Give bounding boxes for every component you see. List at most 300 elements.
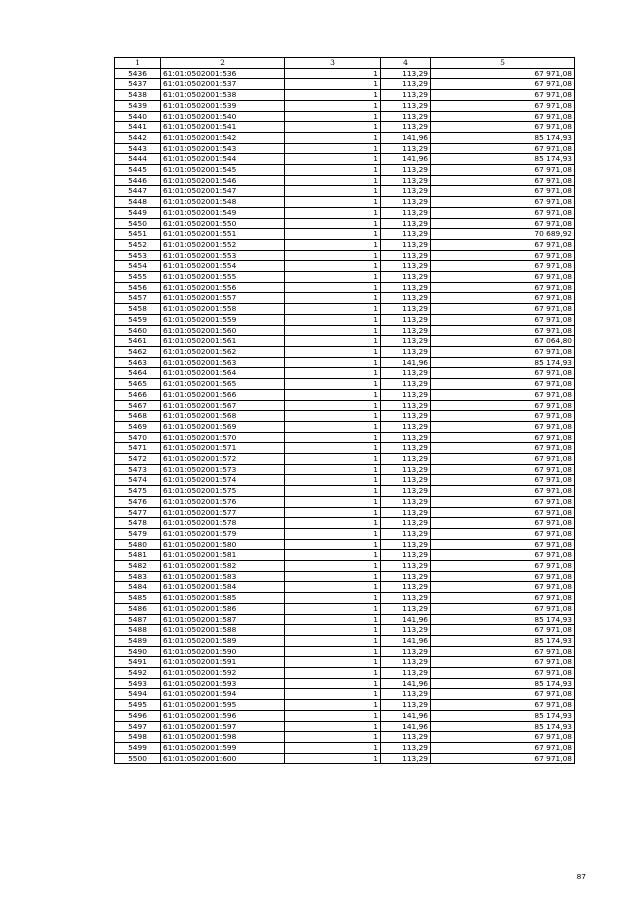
area-cell: 113,29 (381, 79, 431, 90)
row-number-cell: 5467 (115, 400, 161, 411)
row-number-cell: 5500 (115, 753, 161, 764)
row-number-cell: 5449 (115, 207, 161, 218)
count-cell: 1 (285, 657, 381, 668)
count-cell: 1 (285, 229, 381, 240)
table-row (115, 646, 575, 657)
value-cell: 67 971,08 (431, 496, 575, 507)
count-cell: 1 (285, 689, 381, 700)
row-number-cell: 5445 (115, 165, 161, 176)
value-cell: 67 971,08 (431, 582, 575, 593)
cadastral-number-cell: 61:01:0502001:581 (161, 550, 285, 561)
cadastral-number-cell: 61:01:0502001:579 (161, 528, 285, 539)
area-cell: 113,29 (381, 197, 431, 208)
area-cell: 113,29 (381, 143, 431, 154)
table-row (115, 657, 575, 668)
area-cell: 113,29 (381, 186, 431, 197)
row-number-cell: 5463 (115, 357, 161, 368)
table-row (115, 400, 575, 411)
row-number-cell: 5437 (115, 79, 161, 90)
row-number-cell: 5457 (115, 293, 161, 304)
count-cell: 1 (285, 197, 381, 208)
area-cell: 141,96 (381, 678, 431, 689)
area-cell: 113,29 (381, 346, 431, 357)
row-number-cell: 5497 (115, 721, 161, 732)
cadastral-number-cell: 61:01:0502001:560 (161, 325, 285, 336)
row-number-cell: 5455 (115, 272, 161, 283)
count-cell: 1 (285, 603, 381, 614)
row-number-cell: 5487 (115, 614, 161, 625)
area-cell: 113,29 (381, 593, 431, 604)
table-row (115, 582, 575, 593)
value-cell: 85 174,93 (431, 678, 575, 689)
row-number-cell: 5476 (115, 496, 161, 507)
table-row (115, 357, 575, 368)
table-row (115, 68, 575, 79)
count-cell: 1 (285, 743, 381, 754)
value-cell: 67 971,08 (431, 368, 575, 379)
value-cell: 67 971,08 (431, 421, 575, 432)
table-row (115, 100, 575, 111)
count-cell: 1 (285, 79, 381, 90)
area-cell: 113,29 (381, 229, 431, 240)
row-number-cell: 5483 (115, 571, 161, 582)
count-cell: 1 (285, 165, 381, 176)
area-cell: 113,29 (381, 293, 431, 304)
cadastral-number-cell: 61:01:0502001:594 (161, 689, 285, 700)
table-row (115, 229, 575, 240)
row-number-cell: 5470 (115, 432, 161, 443)
table-row (115, 678, 575, 689)
count-cell: 1 (285, 486, 381, 497)
count-cell: 1 (285, 475, 381, 486)
row-number-cell: 5450 (115, 218, 161, 229)
area-cell: 113,29 (381, 432, 431, 443)
value-cell: 67 971,08 (431, 293, 575, 304)
area-cell: 113,29 (381, 454, 431, 465)
table-row (115, 111, 575, 122)
area-cell: 113,29 (381, 111, 431, 122)
count-cell: 1 (285, 464, 381, 475)
table-row (115, 346, 575, 357)
table-row (115, 304, 575, 315)
row-number-cell: 5459 (115, 314, 161, 325)
row-number-cell: 5451 (115, 229, 161, 240)
value-cell: 85 174,93 (431, 357, 575, 368)
table-row (115, 571, 575, 582)
value-cell: 67 971,08 (431, 261, 575, 272)
area-cell: 113,29 (381, 282, 431, 293)
row-number-cell: 5486 (115, 603, 161, 614)
area-cell: 113,29 (381, 561, 431, 572)
area-cell: 113,29 (381, 207, 431, 218)
area-cell: 141,96 (381, 132, 431, 143)
value-cell: 67 971,08 (431, 325, 575, 336)
area-cell: 113,29 (381, 122, 431, 133)
count-cell: 1 (285, 646, 381, 657)
area-cell: 113,29 (381, 496, 431, 507)
value-cell: 67 971,08 (431, 389, 575, 400)
value-cell: 67 971,08 (431, 411, 575, 422)
table-row (115, 486, 575, 497)
count-cell: 1 (285, 454, 381, 465)
row-number-cell: 5453 (115, 250, 161, 261)
row-number-cell: 5495 (115, 700, 161, 711)
count-cell: 1 (285, 593, 381, 604)
value-cell: 67 971,08 (431, 111, 575, 122)
row-number-cell: 5494 (115, 689, 161, 700)
cadastral-number-cell: 61:01:0502001:595 (161, 700, 285, 711)
count-cell: 1 (285, 346, 381, 357)
value-cell: 67 971,08 (431, 272, 575, 283)
count-cell: 1 (285, 368, 381, 379)
table-row (115, 250, 575, 261)
count-cell: 1 (285, 357, 381, 368)
column-header: 5 (431, 58, 575, 69)
count-cell: 1 (285, 668, 381, 679)
area-cell: 113,29 (381, 625, 431, 636)
count-cell: 1 (285, 721, 381, 732)
table-row (115, 165, 575, 176)
area-cell: 113,29 (381, 528, 431, 539)
cadastral-number-cell: 61:01:0502001:596 (161, 710, 285, 721)
value-cell: 67 971,08 (431, 657, 575, 668)
area-cell: 113,29 (381, 368, 431, 379)
table-row (115, 143, 575, 154)
count-cell: 1 (285, 175, 381, 186)
table-row (115, 668, 575, 679)
area-cell: 113,29 (381, 175, 431, 186)
column-header: 2 (161, 58, 285, 69)
area-cell: 113,29 (381, 411, 431, 422)
row-number-cell: 5440 (115, 111, 161, 122)
cadastral-number-cell: 61:01:0502001:558 (161, 304, 285, 315)
count-cell: 1 (285, 218, 381, 229)
table-row (115, 700, 575, 711)
count-cell: 1 (285, 143, 381, 154)
value-cell: 67 971,08 (431, 732, 575, 743)
value-cell: 67 971,08 (431, 571, 575, 582)
count-cell: 1 (285, 678, 381, 689)
row-number-cell: 5465 (115, 379, 161, 390)
cadastral-number-cell: 61:01:0502001:552 (161, 239, 285, 250)
table-row (115, 625, 575, 636)
cadastral-number-cell: 61:01:0502001:546 (161, 175, 285, 186)
value-cell: 67 971,08 (431, 314, 575, 325)
count-cell: 1 (285, 154, 381, 165)
value-cell: 67 971,08 (431, 528, 575, 539)
row-number-cell: 5458 (115, 304, 161, 315)
value-cell: 67 971,08 (431, 346, 575, 357)
row-number-cell: 5452 (115, 239, 161, 250)
table-row (115, 603, 575, 614)
cadastral-number-cell: 61:01:0502001:583 (161, 571, 285, 582)
row-number-cell: 5496 (115, 710, 161, 721)
value-cell: 67 971,08 (431, 518, 575, 529)
area-cell: 113,29 (381, 689, 431, 700)
cadastral-number-cell: 61:01:0502001:597 (161, 721, 285, 732)
count-cell: 1 (285, 421, 381, 432)
column-header: 1 (115, 58, 161, 69)
value-cell: 67 971,08 (431, 186, 575, 197)
area-cell: 113,29 (381, 421, 431, 432)
table-row (115, 593, 575, 604)
row-number-cell: 5479 (115, 528, 161, 539)
row-number-cell: 5441 (115, 122, 161, 133)
row-number-cell: 5499 (115, 743, 161, 754)
area-cell: 113,29 (381, 314, 431, 325)
table-row (115, 132, 575, 143)
count-cell: 1 (285, 432, 381, 443)
row-number-cell: 5439 (115, 100, 161, 111)
cadastral-number-cell: 61:01:0502001:550 (161, 218, 285, 229)
cadastral-number-cell: 61:01:0502001:590 (161, 646, 285, 657)
row-number-cell: 5478 (115, 518, 161, 529)
table-row (115, 79, 575, 90)
cadastral-number-cell: 61:01:0502001:554 (161, 261, 285, 272)
cadastral-number-cell: 61:01:0502001:570 (161, 432, 285, 443)
value-cell: 67 971,08 (431, 507, 575, 518)
table-row (115, 379, 575, 390)
count-cell: 1 (285, 561, 381, 572)
row-number-cell: 5456 (115, 282, 161, 293)
count-cell: 1 (285, 293, 381, 304)
cadastral-number-cell: 61:01:0502001:586 (161, 603, 285, 614)
row-number-cell: 5446 (115, 175, 161, 186)
cadastral-number-cell: 61:01:0502001:547 (161, 186, 285, 197)
table-row (115, 732, 575, 743)
value-cell: 67 971,08 (431, 689, 575, 700)
cadastral-number-cell: 61:01:0502001:568 (161, 411, 285, 422)
count-cell: 1 (285, 379, 381, 390)
table-row (115, 507, 575, 518)
table-row (115, 539, 575, 550)
area-cell: 113,29 (381, 582, 431, 593)
cadastral-number-cell: 61:01:0502001:571 (161, 443, 285, 454)
row-number-cell: 5442 (115, 132, 161, 143)
table-row (115, 561, 575, 572)
table-row (115, 293, 575, 304)
table-row (115, 689, 575, 700)
row-number-cell: 5475 (115, 486, 161, 497)
table-row (115, 464, 575, 475)
count-cell: 1 (285, 239, 381, 250)
row-number-cell: 5485 (115, 593, 161, 604)
value-cell: 67 971,08 (431, 400, 575, 411)
row-number-cell: 5493 (115, 678, 161, 689)
row-number-cell: 5472 (115, 454, 161, 465)
table-row (115, 90, 575, 101)
count-cell: 1 (285, 443, 381, 454)
count-cell: 1 (285, 314, 381, 325)
table-row (115, 496, 575, 507)
table-row (115, 282, 575, 293)
area-cell: 113,29 (381, 700, 431, 711)
cadastral-number-cell: 61:01:0502001:538 (161, 90, 285, 101)
area-cell: 113,29 (381, 475, 431, 486)
column-header: 3 (285, 58, 381, 69)
table-row (115, 325, 575, 336)
row-number-cell: 5492 (115, 668, 161, 679)
row-number-cell: 5484 (115, 582, 161, 593)
value-cell: 67 971,08 (431, 165, 575, 176)
value-cell: 67 971,08 (431, 443, 575, 454)
row-number-cell: 5482 (115, 561, 161, 572)
area-cell: 113,29 (381, 304, 431, 315)
row-number-cell: 5480 (115, 539, 161, 550)
area-cell: 113,29 (381, 239, 431, 250)
value-cell: 67 971,08 (431, 379, 575, 390)
count-cell: 1 (285, 272, 381, 283)
area-cell: 113,29 (381, 336, 431, 347)
table-row (115, 614, 575, 625)
column-header: 4 (381, 58, 431, 69)
cadastral-number-cell: 61:01:0502001:537 (161, 79, 285, 90)
count-cell: 1 (285, 614, 381, 625)
table-row (115, 743, 575, 754)
count-cell: 1 (285, 582, 381, 593)
cadastral-number-cell: 61:01:0502001:559 (161, 314, 285, 325)
value-cell: 67 971,08 (431, 625, 575, 636)
area-cell: 113,29 (381, 379, 431, 390)
value-cell: 67 971,08 (431, 304, 575, 315)
area-cell: 113,29 (381, 603, 431, 614)
count-cell: 1 (285, 90, 381, 101)
table-row (115, 261, 575, 272)
cadastral-number-cell: 61:01:0502001:591 (161, 657, 285, 668)
cadastral-number-cell: 61:01:0502001:561 (161, 336, 285, 347)
cadastral-number-cell: 61:01:0502001:574 (161, 475, 285, 486)
value-cell: 67 971,08 (431, 475, 575, 486)
area-cell: 141,96 (381, 614, 431, 625)
value-cell: 85 174,93 (431, 154, 575, 165)
count-cell: 1 (285, 550, 381, 561)
cadastral-number-cell: 61:01:0502001:564 (161, 368, 285, 379)
cadastral-number-cell: 61:01:0502001:584 (161, 582, 285, 593)
area-cell: 113,29 (381, 753, 431, 764)
row-number-cell: 5468 (115, 411, 161, 422)
area-cell: 141,96 (381, 635, 431, 646)
row-number-cell: 5471 (115, 443, 161, 454)
value-cell: 67 971,08 (431, 239, 575, 250)
cadastral-number-cell: 61:01:0502001:557 (161, 293, 285, 304)
value-cell: 67 971,08 (431, 550, 575, 561)
cadastral-number-cell: 61:01:0502001:577 (161, 507, 285, 518)
table-row (115, 550, 575, 561)
cadastral-number-cell: 61:01:0502001:599 (161, 743, 285, 754)
count-cell: 1 (285, 282, 381, 293)
cadastral-number-cell: 61:01:0502001:575 (161, 486, 285, 497)
row-number-cell: 5490 (115, 646, 161, 657)
value-cell: 67 971,08 (431, 68, 575, 79)
table-row (115, 411, 575, 422)
cadastral-number-cell: 61:01:0502001:592 (161, 668, 285, 679)
count-cell: 1 (285, 539, 381, 550)
value-cell: 67 971,08 (431, 668, 575, 679)
area-cell: 113,29 (381, 507, 431, 518)
count-cell: 1 (285, 507, 381, 518)
value-cell: 67 971,08 (431, 464, 575, 475)
cadastral-number-cell: 61:01:0502001:593 (161, 678, 285, 689)
header-row (115, 58, 575, 69)
cadastral-number-cell: 61:01:0502001:553 (161, 250, 285, 261)
cadastral-number-cell: 61:01:0502001:580 (161, 539, 285, 550)
cadastral-number-cell: 61:01:0502001:567 (161, 400, 285, 411)
area-cell: 113,29 (381, 218, 431, 229)
cadastral-number-cell: 61:01:0502001:555 (161, 272, 285, 283)
area-cell: 113,29 (381, 100, 431, 111)
area-cell: 141,96 (381, 710, 431, 721)
cadastral-number-cell: 61:01:0502001:573 (161, 464, 285, 475)
area-cell: 113,29 (381, 68, 431, 79)
count-cell: 1 (285, 325, 381, 336)
count-cell: 1 (285, 635, 381, 646)
row-number-cell: 5460 (115, 325, 161, 336)
table-row (115, 122, 575, 133)
table-row (115, 518, 575, 529)
cadastral-number-cell: 61:01:0502001:549 (161, 207, 285, 218)
value-cell: 67 971,08 (431, 454, 575, 465)
area-cell: 113,29 (381, 443, 431, 454)
count-cell: 1 (285, 389, 381, 400)
table-row (115, 443, 575, 454)
table-row (115, 336, 575, 347)
value-cell: 67 971,08 (431, 207, 575, 218)
table-row (115, 528, 575, 539)
row-number-cell: 5489 (115, 635, 161, 646)
count-cell: 1 (285, 261, 381, 272)
count-cell: 1 (285, 186, 381, 197)
area-cell: 141,96 (381, 154, 431, 165)
value-cell: 67 971,08 (431, 143, 575, 154)
row-number-cell: 5481 (115, 550, 161, 561)
value-cell: 67 971,08 (431, 743, 575, 754)
area-cell: 113,29 (381, 272, 431, 283)
row-number-cell: 5447 (115, 186, 161, 197)
cadastral-number-cell: 61:01:0502001:600 (161, 753, 285, 764)
value-cell: 85 174,93 (431, 132, 575, 143)
cadastral-number-cell: 61:01:0502001:569 (161, 421, 285, 432)
area-cell: 113,29 (381, 539, 431, 550)
cadastral-number-cell: 61:01:0502001:587 (161, 614, 285, 625)
cadastral-number-cell: 61:01:0502001:539 (161, 100, 285, 111)
table-row (115, 635, 575, 646)
cadastral-number-cell: 61:01:0502001:542 (161, 132, 285, 143)
table-row (115, 272, 575, 283)
count-cell: 1 (285, 700, 381, 711)
table-row (115, 710, 575, 721)
value-cell: 85 174,93 (431, 614, 575, 625)
row-number-cell: 5464 (115, 368, 161, 379)
count-cell: 1 (285, 400, 381, 411)
table-row (115, 753, 575, 764)
area-cell: 113,29 (381, 518, 431, 529)
count-cell: 1 (285, 732, 381, 743)
cadastral-number-cell: 61:01:0502001:588 (161, 625, 285, 636)
count-cell: 1 (285, 68, 381, 79)
value-cell: 67 971,08 (431, 282, 575, 293)
value-cell: 67 971,08 (431, 175, 575, 186)
count-cell: 1 (285, 411, 381, 422)
row-number-cell: 5454 (115, 261, 161, 272)
area-cell: 113,29 (381, 400, 431, 411)
table-row (115, 314, 575, 325)
area-cell: 141,96 (381, 721, 431, 732)
area-cell: 113,29 (381, 165, 431, 176)
table-row (115, 368, 575, 379)
area-cell: 113,29 (381, 646, 431, 657)
cadastral-number-cell: 61:01:0502001:576 (161, 496, 285, 507)
row-number-cell: 5462 (115, 346, 161, 357)
